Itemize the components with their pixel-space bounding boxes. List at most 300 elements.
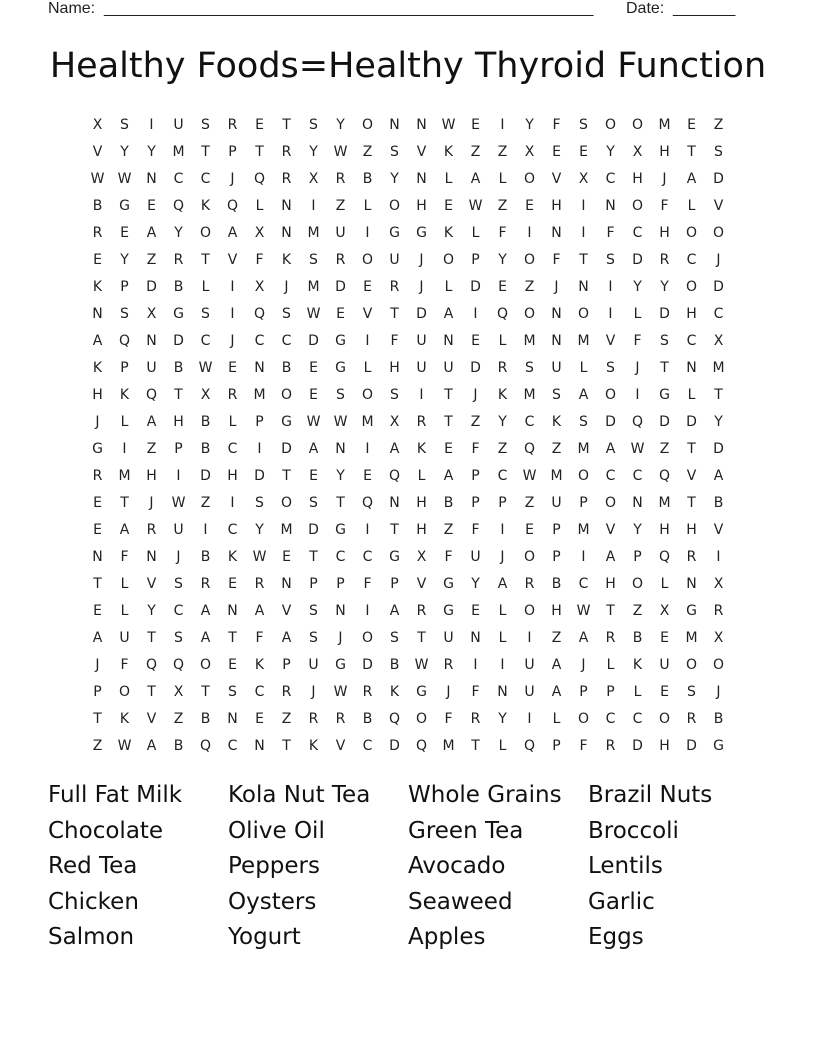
grid-letter[interactable]: N <box>92 549 103 565</box>
grid-letter[interactable]: I <box>527 630 532 646</box>
grid-letter[interactable]: R <box>497 360 508 376</box>
grid-letter[interactable]: T <box>282 468 291 484</box>
grid-letter[interactable]: U <box>308 657 319 673</box>
grid-letter[interactable]: C <box>497 468 508 484</box>
grid-letter[interactable]: S <box>579 414 588 430</box>
grid-letter[interactable]: M <box>685 630 698 646</box>
grid-letter[interactable]: N <box>281 198 292 214</box>
grid-letter[interactable]: E <box>660 630 669 646</box>
grid-letter[interactable]: Q <box>199 738 212 754</box>
grid-letter[interactable]: I <box>500 117 505 133</box>
grid-letter[interactable]: W <box>468 198 483 214</box>
grid-letter[interactable]: V <box>416 144 427 160</box>
grid-letter[interactable]: A <box>281 630 292 646</box>
grid-letter[interactable]: T <box>660 360 669 376</box>
grid-letter[interactable]: T <box>228 630 237 646</box>
grid-letter[interactable]: K <box>200 198 211 214</box>
grid-letter[interactable]: D <box>146 279 157 295</box>
grid-letter[interactable]: J <box>95 414 100 430</box>
grid-letter[interactable]: U <box>335 225 346 241</box>
grid-letter[interactable]: U <box>443 630 454 646</box>
grid-letter[interactable]: N <box>146 333 157 349</box>
grid-letter[interactable]: T <box>687 495 696 511</box>
grid-letter[interactable]: R <box>254 576 265 592</box>
grid-letter[interactable]: S <box>309 630 318 646</box>
grid-letter[interactable]: Y <box>120 144 129 160</box>
grid-letter[interactable]: W <box>90 171 105 187</box>
grid-letter[interactable]: K <box>416 441 427 457</box>
grid-letter[interactable]: R <box>659 252 670 268</box>
grid-letter[interactable]: P <box>174 441 183 457</box>
grid-letter[interactable]: J <box>284 279 289 295</box>
grid-letter[interactable]: Z <box>200 495 211 511</box>
grid-letter[interactable]: S <box>390 144 399 160</box>
grid-letter[interactable]: Z <box>281 711 292 727</box>
grid-letter[interactable]: Q <box>361 495 374 511</box>
grid-letter[interactable]: X <box>389 414 400 430</box>
grid-letter[interactable]: Y <box>660 279 669 295</box>
grid-letter[interactable]: O <box>280 495 293 511</box>
grid-letter[interactable]: S <box>228 684 237 700</box>
grid-letter[interactable]: O <box>685 657 698 673</box>
grid-letter[interactable]: V <box>551 171 562 187</box>
grid-letter[interactable]: A <box>551 684 562 700</box>
grid-letter[interactable]: N <box>227 711 238 727</box>
grid-letter[interactable]: C <box>605 171 616 187</box>
grid-letter[interactable]: N <box>335 441 346 457</box>
grid-letter[interactable]: D <box>632 252 643 268</box>
grid-letter[interactable]: L <box>255 198 264 214</box>
grid-letter[interactable]: A <box>551 657 562 673</box>
grid-letter[interactable]: G <box>335 657 346 673</box>
grid-letter[interactable]: P <box>579 495 588 511</box>
grid-letter[interactable]: J <box>230 171 235 187</box>
grid-letter[interactable]: O <box>604 495 617 511</box>
grid-letter[interactable]: Z <box>146 252 157 268</box>
grid-letter[interactable]: E <box>228 360 237 376</box>
grid-letter[interactable]: Z <box>497 441 508 457</box>
grid-letter[interactable]: D <box>173 333 184 349</box>
grid-letter[interactable]: K <box>254 657 265 673</box>
grid-letter[interactable]: O <box>685 225 698 241</box>
grid-letter[interactable]: E <box>363 468 372 484</box>
grid-letter[interactable]: B <box>173 360 184 376</box>
grid-letter[interactable]: W <box>198 360 213 376</box>
grid-letter[interactable]: O <box>685 279 698 295</box>
grid-letter[interactable]: E <box>255 711 264 727</box>
grid-letter[interactable]: B <box>713 711 724 727</box>
grid-letter[interactable]: Q <box>172 198 185 214</box>
grid-letter[interactable]: Z <box>551 441 562 457</box>
grid-letter[interactable]: W <box>522 468 537 484</box>
grid-letter[interactable]: B <box>200 711 211 727</box>
grid-letter[interactable]: T <box>390 522 399 538</box>
grid-letter[interactable]: V <box>146 711 157 727</box>
grid-letter[interactable]: P <box>120 279 129 295</box>
grid-letter[interactable]: U <box>389 252 400 268</box>
grid-letter[interactable]: U <box>524 657 535 673</box>
grid-letter[interactable]: D <box>713 441 724 457</box>
grid-letter[interactable]: X <box>524 144 535 160</box>
grid-letter[interactable]: R <box>470 711 481 727</box>
grid-letter[interactable]: Q <box>118 333 131 349</box>
grid-letter[interactable]: A <box>443 306 454 322</box>
grid-letter[interactable]: L <box>363 360 372 376</box>
grid-letter[interactable]: X <box>416 549 427 565</box>
grid-letter[interactable]: C <box>362 738 373 754</box>
grid-letter[interactable]: S <box>714 144 723 160</box>
grid-letter[interactable]: L <box>444 171 453 187</box>
grid-letter[interactable]: N <box>92 306 103 322</box>
grid-letter[interactable]: Y <box>498 711 507 727</box>
grid-letter[interactable]: R <box>389 279 400 295</box>
grid-letter[interactable]: O <box>631 117 644 133</box>
grid-letter[interactable]: N <box>416 117 427 133</box>
grid-letter[interactable]: F <box>471 522 480 538</box>
grid-letter[interactable]: Y <box>336 117 345 133</box>
grid-letter[interactable]: A <box>470 171 481 187</box>
grid-letter[interactable]: T <box>714 387 723 403</box>
grid-letter[interactable]: S <box>552 387 561 403</box>
grid-letter[interactable]: Y <box>120 252 129 268</box>
grid-letter[interactable]: T <box>93 711 102 727</box>
grid-letter[interactable]: P <box>471 468 480 484</box>
grid-letter[interactable]: E <box>687 117 696 133</box>
grid-letter[interactable]: P <box>633 549 642 565</box>
grid-letter[interactable]: I <box>203 522 208 538</box>
grid-letter[interactable]: O <box>118 684 131 700</box>
grid-letter[interactable]: O <box>658 711 671 727</box>
grid-letter[interactable]: Z <box>443 522 454 538</box>
grid-letter[interactable]: H <box>686 522 697 538</box>
grid-letter[interactable]: W <box>117 738 132 754</box>
grid-letter[interactable]: P <box>120 360 129 376</box>
grid-letter[interactable]: F <box>363 576 372 592</box>
grid-letter[interactable]: T <box>201 252 210 268</box>
grid-letter[interactable]: D <box>470 279 481 295</box>
grid-letter[interactable]: W <box>252 549 267 565</box>
grid-letter[interactable]: R <box>200 576 211 592</box>
grid-letter[interactable]: V <box>281 603 292 619</box>
grid-letter[interactable]: U <box>524 684 535 700</box>
grid-letter[interactable]: C <box>227 441 238 457</box>
grid-letter[interactable]: B <box>551 576 562 592</box>
grid-letter[interactable]: F <box>444 711 453 727</box>
grid-letter[interactable]: C <box>686 252 697 268</box>
grid-letter[interactable]: B <box>92 198 103 214</box>
grid-letter[interactable]: F <box>120 657 129 673</box>
grid-letter[interactable]: V <box>227 252 238 268</box>
grid-letter[interactable]: L <box>417 468 426 484</box>
grid-letter[interactable]: E <box>525 522 534 538</box>
grid-letter[interactable]: L <box>579 360 588 376</box>
grid-letter[interactable]: N <box>686 360 697 376</box>
grid-letter[interactable]: C <box>578 576 589 592</box>
grid-letter[interactable]: S <box>579 117 588 133</box>
grid-letter[interactable]: E <box>660 684 669 700</box>
grid-letter[interactable]: P <box>579 684 588 700</box>
grid-letter[interactable]: A <box>146 414 157 430</box>
grid-letter[interactable]: H <box>227 468 238 484</box>
grid-letter[interactable]: I <box>257 441 262 457</box>
grid-letter[interactable]: U <box>173 117 184 133</box>
name-field[interactable]: _______________________________________________________ <box>104 0 594 17</box>
grid-letter[interactable]: Q <box>172 657 185 673</box>
grid-letter[interactable]: Q <box>415 738 428 754</box>
grid-letter[interactable]: S <box>174 630 183 646</box>
grid-letter[interactable]: F <box>471 441 480 457</box>
grid-letter[interactable]: S <box>660 333 669 349</box>
grid-letter[interactable]: P <box>552 738 561 754</box>
grid-letter[interactable]: F <box>579 738 588 754</box>
grid-letter[interactable]: C <box>524 414 535 430</box>
grid-letter[interactable]: M <box>280 522 293 538</box>
grid-letter[interactable]: U <box>659 657 670 673</box>
grid-letter[interactable]: G <box>389 549 400 565</box>
grid-letter[interactable]: J <box>311 684 316 700</box>
grid-letter[interactable]: I <box>608 306 613 322</box>
grid-letter[interactable]: C <box>227 522 238 538</box>
grid-letter[interactable]: T <box>687 441 696 457</box>
grid-letter[interactable]: L <box>120 603 129 619</box>
grid-letter[interactable]: R <box>281 684 292 700</box>
grid-letter[interactable]: E <box>228 576 237 592</box>
grid-letter[interactable]: H <box>632 171 643 187</box>
grid-letter[interactable]: Q <box>253 171 266 187</box>
grid-letter[interactable]: N <box>389 117 400 133</box>
grid-letter[interactable]: B <box>200 441 211 457</box>
grid-letter[interactable]: D <box>335 279 346 295</box>
grid-letter[interactable]: K <box>119 387 130 403</box>
grid-letter[interactable]: P <box>309 576 318 592</box>
grid-letter[interactable]: E <box>471 117 480 133</box>
grid-letter[interactable]: P <box>552 522 561 538</box>
grid-letter[interactable]: M <box>523 333 536 349</box>
grid-letter[interactable]: E <box>120 225 129 241</box>
grid-letter[interactable]: D <box>686 414 697 430</box>
grid-letter[interactable]: X <box>173 684 184 700</box>
grid-letter[interactable]: E <box>147 198 156 214</box>
grid-letter[interactable]: Y <box>174 225 183 241</box>
grid-letter[interactable]: O <box>523 603 536 619</box>
grid-letter[interactable]: L <box>660 576 669 592</box>
grid-letter[interactable]: O <box>361 387 374 403</box>
grid-letter[interactable]: R <box>416 603 427 619</box>
grid-letter[interactable]: K <box>551 414 562 430</box>
grid-letter[interactable]: I <box>230 495 235 511</box>
grid-letter[interactable]: C <box>605 468 616 484</box>
grid-letter[interactable]: O <box>604 117 617 133</box>
grid-letter[interactable]: Q <box>145 657 158 673</box>
grid-letter[interactable]: M <box>712 360 725 376</box>
grid-letter[interactable]: H <box>605 576 616 592</box>
grid-letter[interactable]: E <box>444 198 453 214</box>
grid-letter[interactable]: N <box>281 576 292 592</box>
grid-letter[interactable]: D <box>605 414 616 430</box>
grid-letter[interactable]: E <box>552 144 561 160</box>
grid-letter[interactable]: M <box>523 387 536 403</box>
grid-letter[interactable]: B <box>200 414 211 430</box>
grid-letter[interactable]: B <box>389 657 400 673</box>
grid-letter[interactable]: A <box>146 225 157 241</box>
grid-letter[interactable]: J <box>554 279 559 295</box>
grid-letter[interactable]: A <box>308 441 319 457</box>
grid-letter[interactable]: L <box>201 279 210 295</box>
grid-letter[interactable]: Y <box>255 522 264 538</box>
grid-letter[interactable]: I <box>608 279 613 295</box>
grid-letter[interactable]: P <box>471 495 480 511</box>
grid-letter[interactable]: N <box>335 603 346 619</box>
grid-letter[interactable]: X <box>200 387 211 403</box>
grid-letter[interactable]: S <box>255 495 264 511</box>
grid-letter[interactable]: Z <box>524 495 535 511</box>
grid-letter[interactable]: V <box>713 522 724 538</box>
grid-letter[interactable]: W <box>576 603 591 619</box>
grid-letter[interactable]: O <box>361 630 374 646</box>
grid-letter[interactable]: O <box>631 576 644 592</box>
grid-letter[interactable]: C <box>227 738 238 754</box>
grid-letter[interactable]: N <box>254 360 265 376</box>
grid-letter[interactable]: I <box>473 306 478 322</box>
grid-letter[interactable]: M <box>658 495 671 511</box>
grid-letter[interactable]: Q <box>523 738 536 754</box>
grid-letter[interactable]: M <box>253 387 266 403</box>
grid-letter[interactable]: C <box>254 684 265 700</box>
grid-letter[interactable]: I <box>365 333 370 349</box>
grid-letter[interactable]: U <box>470 549 481 565</box>
grid-letter[interactable]: W <box>117 171 132 187</box>
grid-letter[interactable]: K <box>308 738 319 754</box>
grid-letter[interactable]: M <box>577 441 590 457</box>
grid-letter[interactable]: I <box>500 657 505 673</box>
grid-letter[interactable]: K <box>227 549 238 565</box>
grid-letter[interactable]: Y <box>498 414 507 430</box>
grid-letter[interactable]: K <box>119 711 130 727</box>
grid-letter[interactable]: P <box>255 414 264 430</box>
grid-letter[interactable]: J <box>230 333 235 349</box>
grid-letter[interactable]: T <box>471 738 480 754</box>
grid-letter[interactable]: Q <box>496 306 509 322</box>
grid-letter[interactable]: G <box>389 225 400 241</box>
grid-letter[interactable]: E <box>525 198 534 214</box>
grid-letter[interactable]: I <box>581 225 586 241</box>
grid-letter[interactable]: V <box>362 306 373 322</box>
grid-letter[interactable]: N <box>578 279 589 295</box>
grid-letter[interactable]: D <box>389 738 400 754</box>
grid-letter[interactable]: Y <box>147 603 156 619</box>
grid-letter[interactable]: R <box>605 630 616 646</box>
grid-letter[interactable]: F <box>552 117 561 133</box>
grid-letter[interactable]: X <box>308 171 319 187</box>
grid-letter[interactable]: J <box>716 684 721 700</box>
grid-letter[interactable]: A <box>227 225 238 241</box>
grid-letter[interactable]: S <box>201 306 210 322</box>
grid-letter[interactable]: N <box>146 171 157 187</box>
grid-letter[interactable]: B <box>173 738 184 754</box>
grid-letter[interactable]: B <box>200 549 211 565</box>
grid-letter[interactable]: W <box>333 684 348 700</box>
grid-letter[interactable]: R <box>713 603 724 619</box>
grid-letter[interactable]: F <box>471 684 480 700</box>
grid-letter[interactable]: A <box>254 603 265 619</box>
grid-letter[interactable]: B <box>632 630 643 646</box>
grid-letter[interactable]: P <box>390 576 399 592</box>
grid-letter[interactable]: Y <box>309 144 318 160</box>
grid-letter[interactable]: T <box>282 117 291 133</box>
grid-letter[interactable]: Q <box>253 306 266 322</box>
grid-letter[interactable]: P <box>93 684 102 700</box>
grid-letter[interactable]: G <box>119 198 130 214</box>
grid-letter[interactable]: Z <box>497 144 508 160</box>
grid-letter[interactable]: R <box>335 252 346 268</box>
grid-letter[interactable]: E <box>336 306 345 322</box>
grid-letter[interactable]: X <box>713 576 724 592</box>
grid-letter[interactable]: L <box>687 198 696 214</box>
grid-letter[interactable]: G <box>335 360 346 376</box>
grid-letter[interactable]: D <box>416 306 427 322</box>
grid-letter[interactable]: P <box>336 576 345 592</box>
grid-letter[interactable]: D <box>308 522 319 538</box>
grid-letter[interactable]: U <box>173 522 184 538</box>
grid-letter[interactable]: O <box>604 387 617 403</box>
grid-letter[interactable]: U <box>416 360 427 376</box>
grid-letter[interactable]: D <box>200 468 211 484</box>
grid-letter[interactable]: E <box>93 522 102 538</box>
grid-letter[interactable]: Z <box>632 603 643 619</box>
grid-letter[interactable]: F <box>120 549 129 565</box>
grid-letter[interactable]: I <box>716 549 721 565</box>
grid-letter[interactable]: S <box>606 252 615 268</box>
date-field[interactable]: _______ <box>673 0 736 17</box>
grid-letter[interactable]: I <box>365 603 370 619</box>
grid-letter[interactable]: L <box>120 576 129 592</box>
grid-letter[interactable]: O <box>415 711 428 727</box>
grid-letter[interactable]: W <box>306 306 321 322</box>
grid-letter[interactable]: H <box>659 144 670 160</box>
grid-letter[interactable]: C <box>632 468 643 484</box>
grid-letter[interactable]: Q <box>388 711 401 727</box>
grid-letter[interactable]: R <box>605 738 616 754</box>
grid-letter[interactable]: L <box>498 603 507 619</box>
grid-letter[interactable]: A <box>578 387 589 403</box>
grid-letter[interactable]: H <box>146 468 157 484</box>
grid-letter[interactable]: N <box>686 576 697 592</box>
grid-letter[interactable]: S <box>201 117 210 133</box>
grid-letter[interactable]: N <box>389 495 400 511</box>
grid-letter[interactable]: H <box>686 306 697 322</box>
grid-letter[interactable]: Z <box>146 441 157 457</box>
grid-letter[interactable]: R <box>335 171 346 187</box>
grid-letter[interactable]: Y <box>633 279 642 295</box>
grid-letter[interactable]: L <box>552 711 561 727</box>
grid-letter[interactable]: O <box>577 306 590 322</box>
grid-letter[interactable]: Q <box>658 468 671 484</box>
grid-letter[interactable]: K <box>443 225 454 241</box>
grid-letter[interactable]: Z <box>362 144 373 160</box>
grid-letter[interactable]: U <box>551 495 562 511</box>
grid-letter[interactable]: V <box>92 144 103 160</box>
grid-letter[interactable]: O <box>523 171 536 187</box>
grid-letter[interactable]: R <box>416 414 427 430</box>
grid-letter[interactable]: O <box>712 657 725 673</box>
grid-letter[interactable]: C <box>713 306 724 322</box>
grid-letter[interactable]: U <box>146 360 157 376</box>
grid-letter[interactable]: W <box>306 414 321 430</box>
grid-letter[interactable]: C <box>254 333 265 349</box>
grid-letter[interactable]: I <box>635 387 640 403</box>
grid-letter[interactable]: T <box>201 684 210 700</box>
grid-letter[interactable]: Y <box>633 522 642 538</box>
